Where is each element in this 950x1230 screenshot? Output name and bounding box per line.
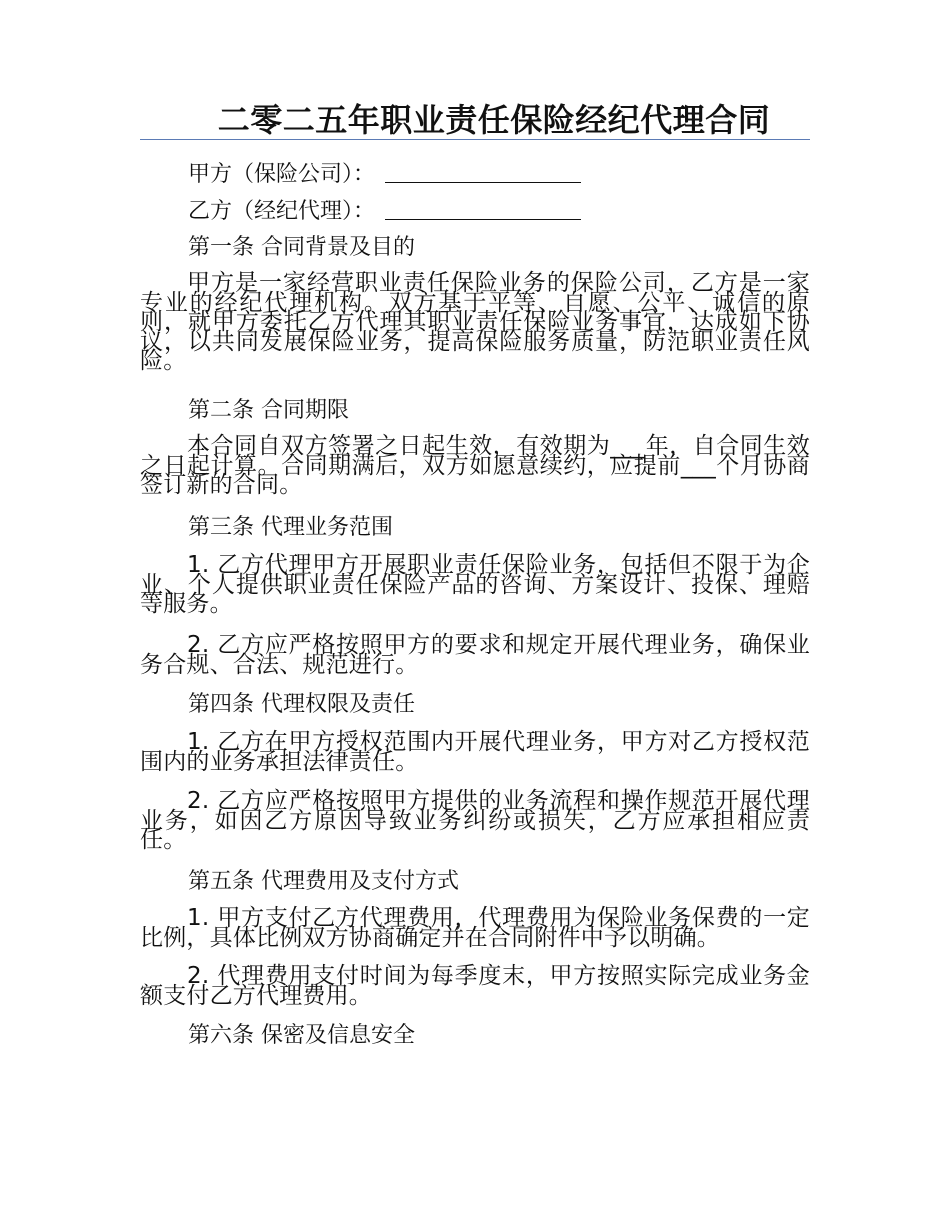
section-2-heading: 第二条 合同期限 (188, 398, 349, 423)
section-2-paragraph: 本合同自双方签署之日起生效，有效期为___年，自合同生效之日起计算。合同期满后，双方如愿意续约，应提前___个月协商签订新的合同。 (140, 433, 810, 498)
party-a-line (188, 160, 581, 190)
section-6-heading: 第六条 保密及信息安全 (188, 1023, 415, 1048)
section-4-item-1: 1. 乙方在甲方授权范围内开展代理业务，甲方对乙方授权范围内的业务承担法律责任。 (140, 729, 810, 775)
section-5-heading: 第五条 代理费用及支付方式 (188, 869, 459, 894)
party-b-label: 乙方（经纪代理）： (188, 199, 376, 224)
party-a-label: 甲方（保险公司）： (188, 162, 376, 187)
section-1-heading: 第一条 合同背景及目的 (188, 235, 415, 260)
section-4-item-2: 2. 乙方应严格按照甲方提供的业务流程和操作规范开展代理业务，如因乙方原因导致业务纠纷或损失，乙方应承担相应责任。 (140, 788, 810, 853)
section-3-item-2: 2. 乙方应严格按照甲方的要求和规定开展代理业务，确保业务合规、合法、规范进行。 (140, 632, 810, 678)
party-b-blank (385, 197, 581, 220)
section-3-item-1: 1. 乙方代理甲方开展职业责任保险业务，包括但不限于为企业、个人提供职业责任保险产品的咨询、方案设计、投保、理赔等服务。 (140, 552, 810, 617)
section-5-item-1: 1. 甲方支付乙方代理费用，代理费用为保险业务保费的一定比例，具体比例双方协商确定并在合同附件中予以明确。 (140, 905, 810, 951)
section-4-heading: 第四条 代理权限及责任 (188, 692, 415, 717)
section-3-heading: 第三条 代理业务范围 (188, 515, 393, 540)
section-5-item-2: 2. 代理费用支付时间为每季度末，甲方按照实际完成业务金额支付乙方代理费用。 (140, 963, 810, 1009)
party-a-blank (385, 160, 581, 183)
title-underline (140, 139, 810, 140)
party-b-line (188, 197, 581, 227)
section-1-paragraph: 甲方是一家经营职业责任保险业务的保险公司，乙方是一家专业的经纪代理机构。双方基于平等、自愿、公平、诚信的原则，就甲方委托乙方代理其职业责任保险业务事宜，达成如下协议，以共同发展保险业务，提高保险服务质量，防范职业责任风险。 (140, 270, 810, 374)
document-title: 二零二五年职业责任保险经纪代理合同 (217, 101, 771, 139)
